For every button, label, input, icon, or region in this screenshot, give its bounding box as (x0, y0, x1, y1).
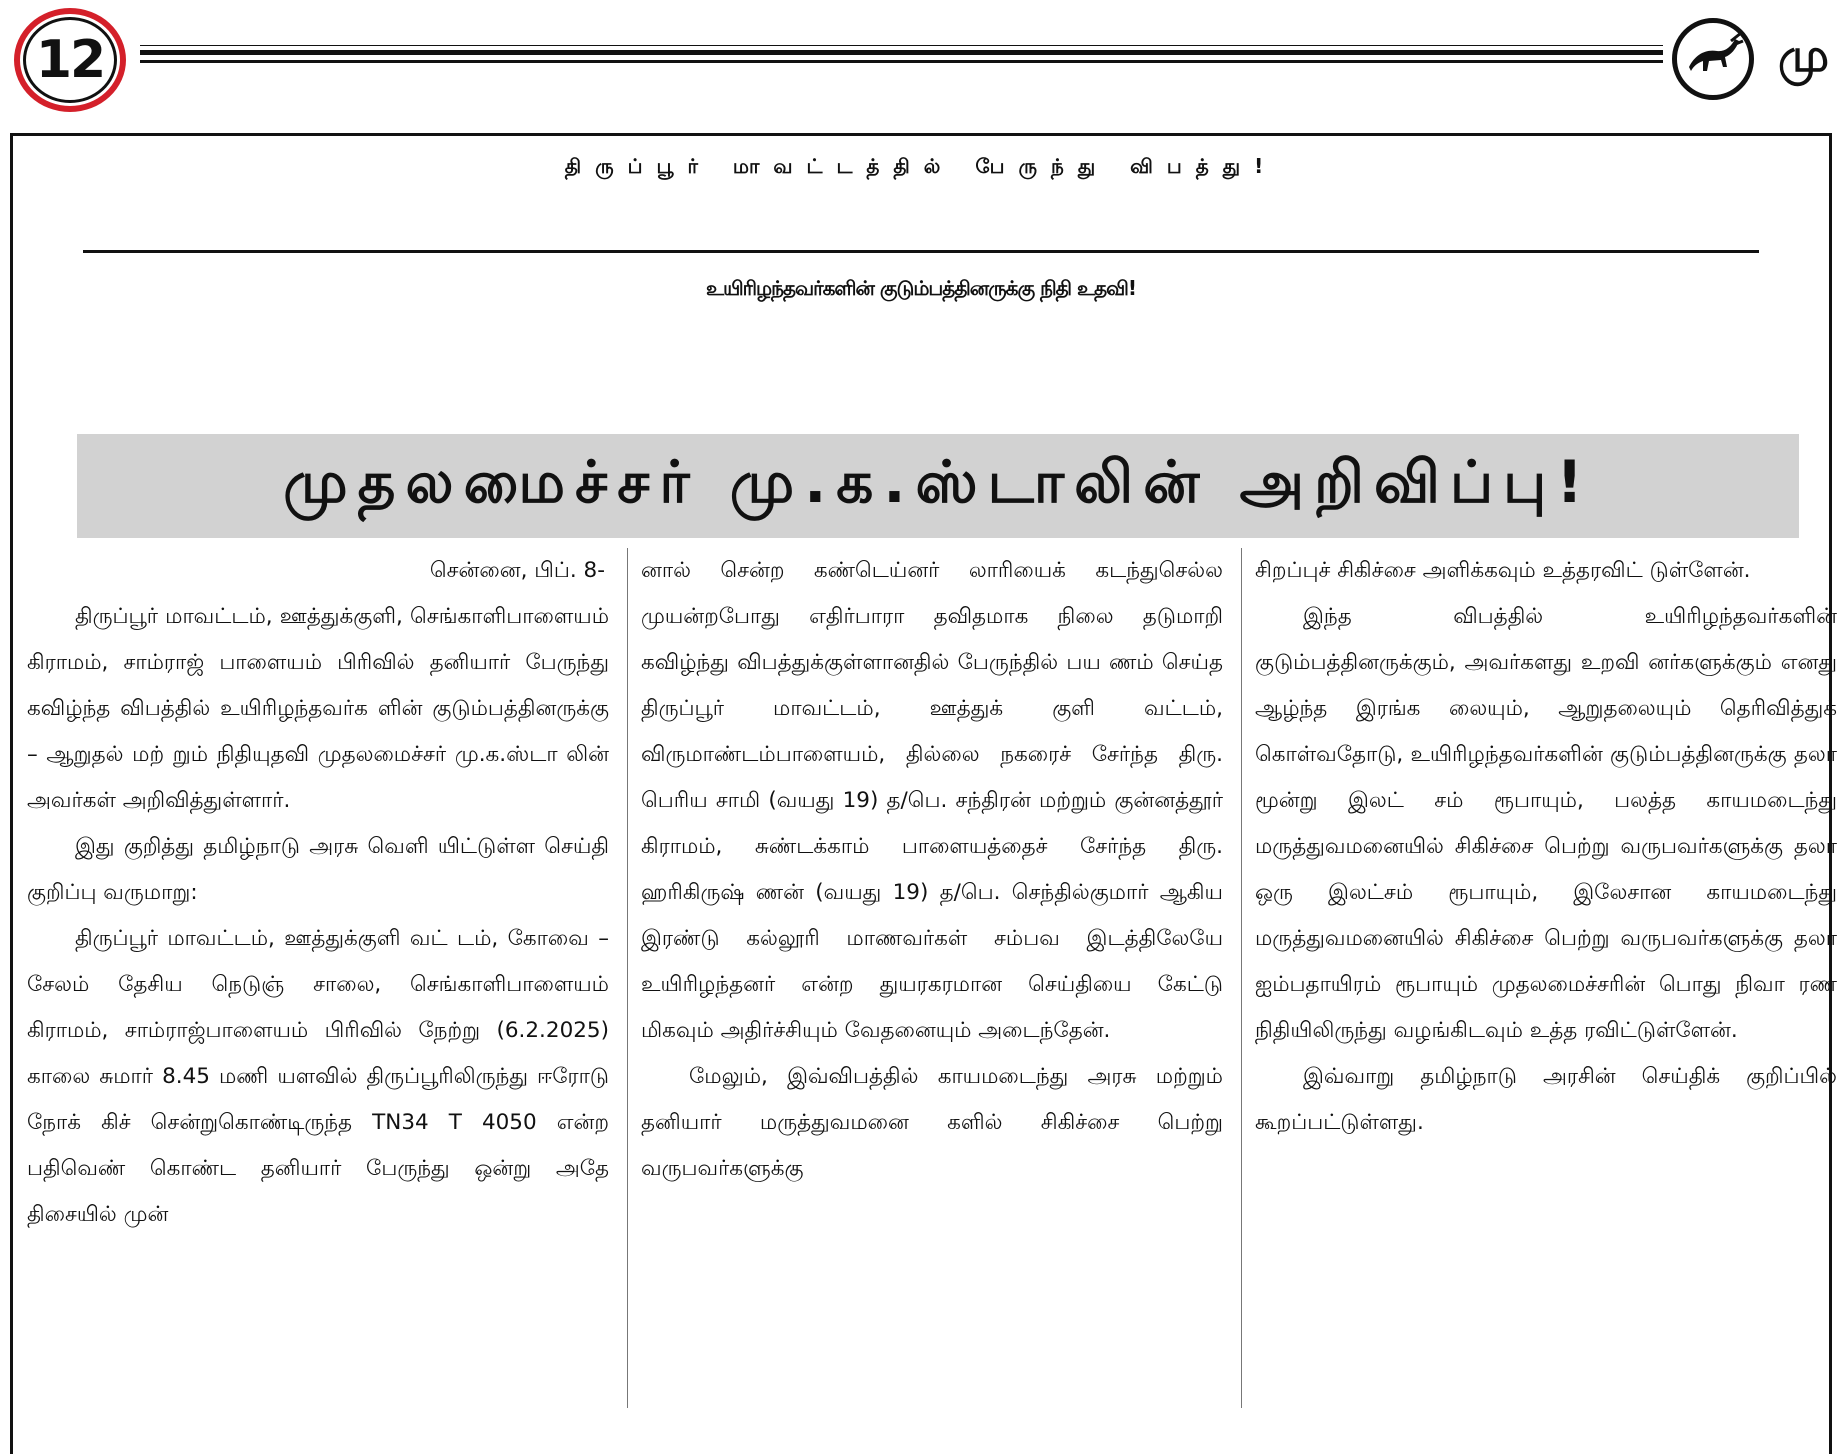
page-number-badge (14, 8, 126, 112)
masthead-title-fragment: மு (1778, 28, 1830, 82)
paragraph: இவ்வாறு தமிழ்நாடு அரசின் செய்திக் குறிப்பில் கூறப்பட்டுள்ளது. (1255, 1064, 1837, 1135)
masthead-rule-lower (140, 60, 1663, 63)
article-subhead: முதலமைச்சர் மு.க.ஸ்டாலின் அறிவிப்பு! (283, 448, 1593, 516)
paragraph: இந்த விபத்தில் உயிரிழந்தவர்களின் குடும்பத்தினருக்கும், அவர்களது உறவி னர்களுக்கும் எனது ஆழ்ந்த இரங்க லையும், ஆறுதலையும் தெரிவித்துக் கொள்வதோடு, உயிரிழந்தவர்களின் குடும்பத்தினருக்கு தலா மூன்று இலட் சம் ரூபாயும், பலத்த காயமடைந்து மருத்துவமனையில் சிகிச்சை பெற்று வருபவர்களுக்கு தலா ஒரு இலட்சம் ரூபாயும், இலேசான காயமடைந்து மருத்துவமனையில் சிகிச்சை பெற்று வருபவர்களுக்கு தலா ஐம்பதாயிரம் ரூபாயும் முதலமைச்சரின் பொது நிவா ரண நிதியிலிருந்து வழங்கிடவும் உத்த ரவிட்டுள்ளேன். (1255, 604, 1837, 1043)
column-divider (627, 548, 628, 1408)
body-column-1 (27, 548, 609, 1238)
bull-icon (1672, 18, 1754, 100)
page-number: 12 (23, 17, 117, 103)
article-headline: உயிரிழந்தவர்களின் குடும்பத்தினருக்கு நிதி உதவி! (705, 276, 1137, 300)
body-column-3 (1255, 548, 1837, 1146)
article-body (21, 548, 1837, 1448)
masthead (0, 0, 1838, 125)
kicker-divider (83, 250, 1759, 253)
dateline: சென்னை, பிப். 8- (429, 558, 605, 583)
article (10, 133, 1837, 1454)
paragraph: திருப்பூர் மாவட்டம், ஊத்துக்குளி, செங்காளிபாளையம் கிராமம், சாம்ராஜ் பாளையம் பிரிவில் தனியார் பேருந்து கவிழ்ந்த விபத்தில் உயிரிழந்தவர்க ளின் குடும்பத்தினருக்கு – ஆறுதல் மற் றும் நிதியுதவி முதலமைச்சர் மு.க.ஸ்டா லின் அவர்கள் அறிவித்துள்ளார். (27, 604, 609, 813)
column-divider (1241, 548, 1242, 1408)
article-kicker: திருப்பூர் மாவட்டத்தில் பேருந்து விபத்து! (564, 154, 1278, 178)
masthead-rule-thin (140, 45, 1663, 46)
masthead-rule (140, 50, 1663, 55)
body-column-2 (641, 548, 1223, 1192)
paragraph: இது குறித்து தமிழ்நாடு அரசு வெளி யிட்டுள்ள செய்தி குறிப்பு வருமாறு: (27, 834, 609, 905)
paragraph: திருப்பூர் மாவட்டம், ஊத்துக்குளி வட் டம், கோவை – சேலம் தேசிய நெடுஞ் சாலை, செங்காளிபாளையம் கிராமம், சாம்ராஜ்பாளையம் பிரிவில் நேற்று (6.2.2025) காலை சுமார் 8.45 மணி யளவில் திருப்பூரிலிருந்து ஈரோடு நோக் கிச் சென்றுகொண்டிருந்த TN34 T 4050 என்ற பதிவெண் கொண்ட தனியார் பேருந்து ஒன்று அதே திசையில் முன் (27, 926, 609, 1227)
subhead-band (77, 434, 1799, 538)
paragraph: மேலும், இவ்விபத்தில் காயமடைந்து அரசு மற்றும் தனியார் மருத்துவமனை களில் சிகிச்சை பெற்று வருபவர்களுக்கு (641, 1064, 1223, 1181)
paragraph: னால் சென்ற கண்டெய்னர் லாரியைக் கடந்துசெல்ல முயன்றபோது எதிர்பாரா தவிதமாக நிலை தடுமாறி கவிழ்ந்து விபத்துக்குள்ளானதில் பேருந்தில் பய ணம் செய்த திருப்பூர் மாவட்டம், ஊத்துக் குளி வட்டம், விருமாண்டம்பாளையம், தில்லை நகரைச் சேர்ந்த திரு. பெரிய சாமி (வயது 19) த/பெ. சந்திரன் மற்றும் குன்னத்தூர் கிராமம், சுண்டக்காம் பாளையத்தைச் சேர்ந்த திரு. ஹரிகிருஷ் ணன் (வயது 19) த/பெ. செந்தில்குமார் ஆகிய இரண்டு கல்லூரி மாணவர்கள் சம்பவ இடத்திலேயே உயிரிழந்தனர் என்ற துயரகரமான செய்தியை கேட்டு மிகவும் அதிர்ச்சியும் வேதனையும் அடைந்தேன். (641, 558, 1223, 1043)
paragraph: சிறப்புச் சிகிச்சை அளிக்கவும் உத்தரவிட் டுள்ளேன். (1255, 558, 1751, 583)
